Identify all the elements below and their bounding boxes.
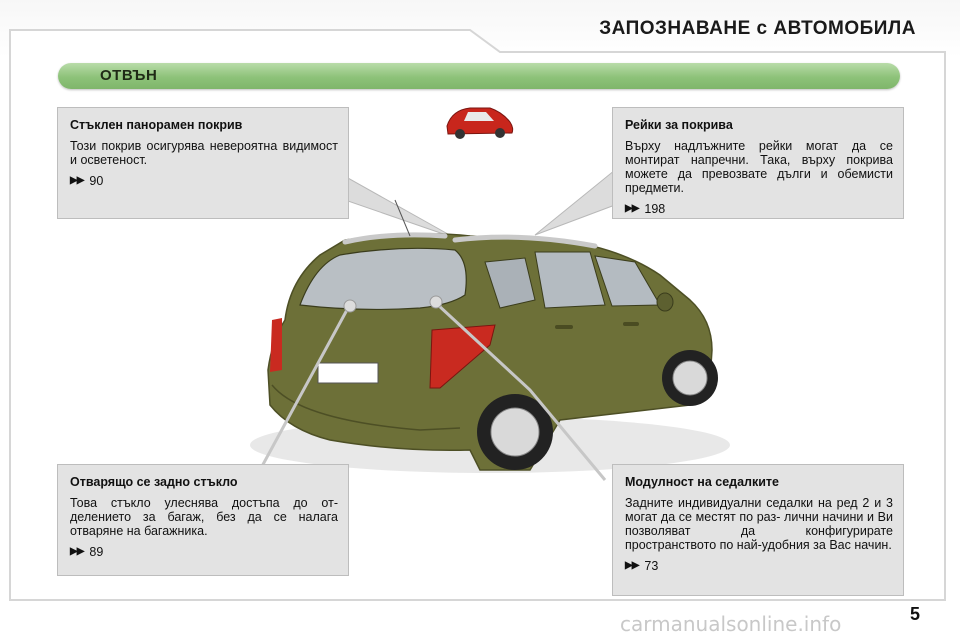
page-title: ЗАПОЗНАВАНЕ с АВТОМОБИЛА [599,18,916,39]
callout-rails-title: Рейки за покрива [625,118,733,132]
door-handle-rear [555,325,573,329]
double-chevron-icon: ▶▶ [625,203,639,214]
callout-roof-title: Стъклен панорамен покрив [70,118,243,132]
double-chevron-icon: ▶▶ [70,546,84,557]
callout-roof-ref-page: 90 [89,174,104,188]
callout-window [57,464,349,576]
callout-roof-text: Този покрив осигурява невероятна видимост и осветеност. [70,139,338,167]
double-chevron-icon: ▶▶ [70,175,84,186]
section-title: ОТВЪН [100,67,158,84]
tail-light-left [270,318,282,372]
callout-seats [612,464,904,596]
callout-seats-title: Модулност на седалките [625,475,779,489]
door-handle-front [623,322,639,326]
callout-window-ref-page: 89 [89,545,104,559]
side-mirror [657,293,673,311]
watermark: carmanualsonline.info [620,612,842,636]
window-leader-dot [344,300,356,312]
double-chevron-icon: ▶▶ [625,560,639,571]
license-plate [318,363,378,383]
wheel-front-rim [673,361,707,395]
callout-seats-ref-page: 73 [644,559,659,573]
callout-window-ref [70,545,338,559]
callout-window-title: Отварящо се задно стъкло [70,475,238,489]
seats-leader-dot [430,296,442,308]
callout-rails-text: Върху надлъжните рейки могат да се монтират напречни. Така, върху покрива можете да превозвате дълги и обемисти предмети. [625,139,893,195]
callout-seats-text: Задните индивидуални седалки на ред 2 и 3 могат да се местят по раз- лични начини и Ви позволяват да конфигурирате пространството по най-удобния за Вас начин. [625,496,893,552]
section-bar [58,63,900,89]
wheel-rear-rim [491,408,539,456]
callout-rails [612,107,904,219]
page-number: 5 [909,604,920,624]
callout-window-text: Това стъкло улеснява достъпа до от- делението за багаж, без да се налага отваряне на багажника. [70,496,338,538]
callout-rails-ref [625,202,893,216]
callout-seats-ref [625,559,893,573]
callout-roof [57,107,349,219]
callout-rails-ref-page: 198 [644,202,666,216]
callout-roof-ref [70,174,338,188]
